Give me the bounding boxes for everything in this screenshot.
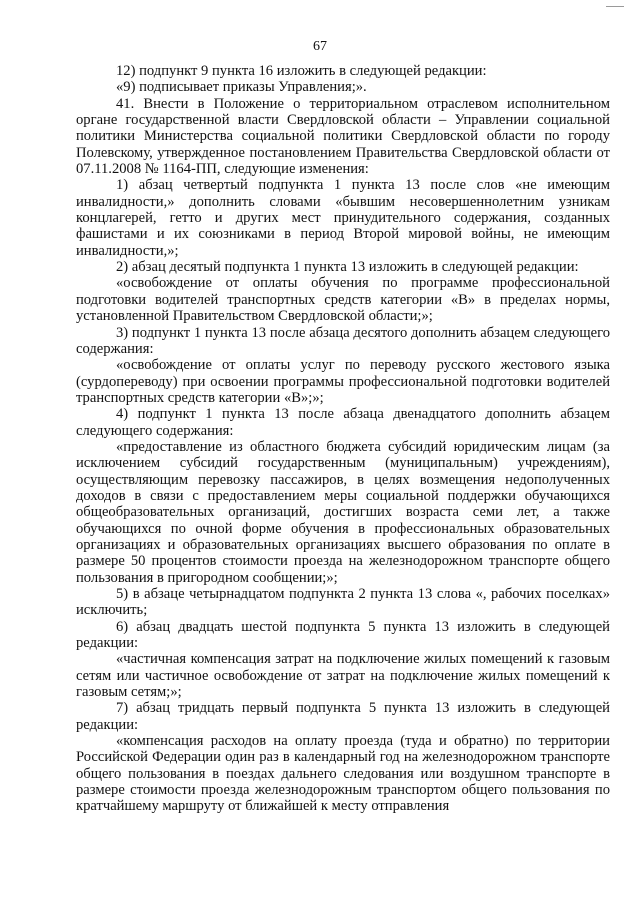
paragraph: 1) абзац четвертый подпункта 1 пункта 13 после слов «не имеющим инвалидности,» дополнить словами «бывшим несовершеннолетним узникам концлагерей, гетто и других мест принудительного содержания, созданных фашистами и их союзниками в период Второй мировой войны, не имеющим инвалидности,»;	[76, 177, 610, 259]
paragraph: «частичная компенсация затрат на подключение жилых помещений к газовым сетям или частичное освобождение от затрат на подключение жилых помещений к газовым сетям;»;	[76, 651, 610, 701]
paragraph: 5) в абзаце четырнадцатом подпункта 2 пункта 13 слова «, рабочих поселках» исключить;	[76, 586, 610, 619]
corner-mark	[606, 6, 624, 12]
paragraph: 12) подпункт 9 пункта 16 изложить в следующей редакции:	[116, 63, 487, 79]
paragraph: 3) подпункт 1 пункта 13 после абзаца десятого дополнить абзацем следующего содержания:	[76, 324, 610, 357]
paragraph: 4) подпункт 1 пункта 13 после абзаца двенадцатого дополнить абзацем следующего содержания:	[76, 406, 610, 439]
paragraph: «освобождение от оплаты услуг по переводу русского жестового языка (сурдопереводу) при освоении программы профессиональной подготовки водителей транспортных средств категории «В»;»;	[76, 357, 610, 406]
paragraph: 6) абзац двадцать шестой подпункта 5 пункта 13 изложить в следующей редакции:	[76, 618, 610, 652]
paragraph: 41. Внести в Положение о территориальном отраслевом исполнительном органе государственной власти Свердловской области – Управлении социальной политики Министерства социальной политики Свердловской области по городу Полевскому, утвержденное постановлением Правительства Свердловской области от 07.11.2008 № 1164-ПП, следующие изменения:	[76, 95, 610, 178]
paragraph: «освобождение от оплаты обучения по программе профессиональной подготовки водителей транспортных средств категории «В» в пределах нормы, установленной Правительством Свердловской области;»;	[76, 275, 610, 325]
paragraph: «9) подписывает приказы Управления;».	[116, 79, 367, 96]
paragraph: «компенсация расходов на оплату проезда (туда и обратно) по территории Российской Федерации один раз в календарный год на железнодорожном транспорте общего пользования в поездах дальнего следования или воздушном транспорте в размере стоимости проезда железнодорожным транспортом общего пользования по кратчайшему маршруту от ближайшей к месту отправления	[76, 733, 610, 815]
document-body	[76, 63, 610, 815]
paragraph: «предоставление из областного бюджета субсидий юридическим лицам (за исключением субсидий государственным (муниципальным) учреждениям), осуществляющим перевозку пассажиров, в целях возмещения недополученных доходов в связи с предоставлением меры социальной поддержки обучающихся общеобразовательных организаций, достигших возраста семи лет, а также обучающихся по очной форме обучения в профессиональных образовательных организациях и образовательных организациях высшего образования по оплате в размере 50 процентов стоимости проезда на железнодорожном транспорте общего пользования в пригородном сообщении;»;	[76, 438, 610, 586]
paragraph: 7) абзац тридцать первый подпункта 5 пункта 13 изложить в следующей редакции:	[76, 700, 610, 733]
paragraph: 2) абзац десятый подпункта 1 пункта 13 изложить в следующей редакции:	[116, 259, 579, 276]
page-number: 67	[313, 39, 327, 54]
